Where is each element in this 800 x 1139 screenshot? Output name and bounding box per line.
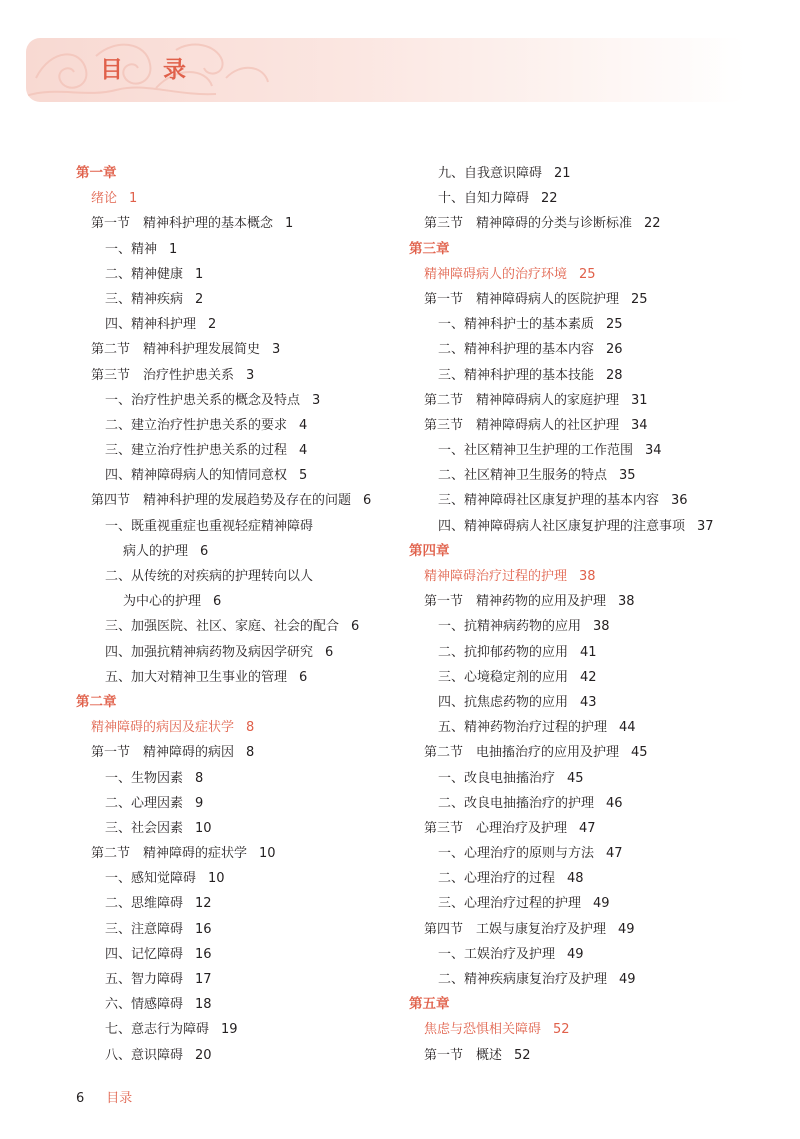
- toc-entry-item[interactable]: [76, 237, 446, 262]
- toc-entry-page: 1: [169, 241, 178, 257]
- toc-entry-page: 3: [246, 367, 255, 383]
- toc-entry-page: 10: [208, 871, 225, 887]
- toc-entry-item[interactable]: [76, 463, 446, 488]
- footer-label: 目录: [106, 1091, 133, 1106]
- toc-entry-section[interactable]: [76, 211, 446, 236]
- toc-entry-item[interactable]: [409, 665, 779, 690]
- toc-entry-page: 46: [606, 795, 623, 811]
- toc-entry-chapter-title[interactable]: [409, 564, 779, 589]
- toc-entry-text: 第一节 精神药物的应用及护理: [424, 594, 607, 610]
- toc-entry-text: 三、精神障碍社区康复护理的基本内容: [438, 493, 660, 509]
- toc-entry-page: 6: [325, 644, 334, 660]
- toc-entry-item[interactable]: [409, 841, 779, 866]
- toc-entry-page: 17: [195, 972, 212, 987]
- toc-entry-chapter[interactable]: [409, 992, 779, 1017]
- toc-entry-item[interactable]: [76, 413, 446, 438]
- toc-entry-page: 2: [208, 317, 217, 333]
- toc-entry-text: 第二节 精神障碍病人的家庭护理: [424, 392, 620, 408]
- toc-entry-item[interactable]: [76, 816, 446, 841]
- toc-entry-page: 42: [580, 669, 597, 685]
- toc-entry-text: 绪论: [91, 191, 118, 207]
- toc-entry-text: 第四节 工娱与康复治疗及护理: [424, 921, 607, 937]
- toc-entry-text: 四、精神障碍病人社区康复护理的注意事项: [438, 518, 686, 534]
- toc-entry-page: 25: [631, 291, 648, 307]
- toc-entry-page: 52: [553, 1022, 570, 1038]
- toc-entry-item[interactable]: [76, 891, 446, 916]
- toc-entry-text: 第四章: [409, 542, 450, 559]
- toc-entry-section[interactable]: [76, 363, 446, 388]
- toc-entry-page: 9: [195, 795, 204, 811]
- toc-entry-text: 三、心理治疗过程的护理: [438, 896, 582, 912]
- toc-entry-item[interactable]: [409, 715, 779, 740]
- toc-entry-item[interactable]: [76, 312, 446, 337]
- toc-entry-text: 五、精神药物治疗过程的护理: [438, 720, 608, 736]
- toc-entry-page: 3: [312, 392, 321, 408]
- toc-entry-text: 三、精神疾病: [105, 291, 184, 307]
- toc-entry-page: 48: [567, 871, 584, 887]
- toc-entry-text: 一、治疗性护患关系的概念及特点: [105, 392, 301, 408]
- toc-entry-text: 十、自知力障碍: [438, 191, 530, 207]
- toc-entry-item[interactable]: [76, 388, 446, 413]
- toc-entry-text: 二、精神疾病康复治疗及护理: [438, 972, 608, 987]
- toc-entry-page: 5: [299, 468, 308, 484]
- toc-entry-chapter[interactable]: [409, 237, 779, 262]
- toc-entry-text: 第三节 治疗性护患关系: [91, 367, 235, 383]
- toc-entry-item[interactable]: [409, 640, 779, 665]
- toc-entry-page: 45: [631, 745, 648, 761]
- toc-entry-text: 第一节 精神障碍的病因: [91, 745, 235, 761]
- toc-entry-text: 第一节 概述: [424, 1047, 503, 1063]
- toc-entry-page: 10: [195, 820, 212, 836]
- toc-entry-chapter[interactable]: [76, 690, 446, 715]
- toc-entry-page: 2: [195, 291, 204, 307]
- toc-entry-page: 52: [514, 1047, 531, 1063]
- toc-entry-text: 一、生物因素: [105, 770, 184, 786]
- toc-entry-item[interactable]: [409, 942, 779, 967]
- toc-entry-item[interactable]: [409, 891, 779, 916]
- toc-entry-item[interactable]: [76, 287, 446, 312]
- toc-entry-text: 第一章: [76, 165, 117, 181]
- toc-entry-item[interactable]: [409, 186, 779, 211]
- toc-entry-text: 为中心的护理: [123, 594, 202, 610]
- toc-entry-section[interactable]: [76, 841, 446, 866]
- toc-entry-text: 二、抗抑郁药物的应用: [438, 644, 569, 660]
- toc-entry-page: 6: [200, 543, 209, 559]
- toc-entry-item[interactable]: [76, 766, 446, 791]
- toc-entry-text: 二、社区精神卫生服务的特点: [438, 468, 608, 484]
- toc-entry-page: 49: [593, 896, 610, 912]
- toc-entry-text: 第五章: [409, 996, 450, 1013]
- toc-entry-page: 44: [619, 720, 636, 736]
- toc-entry-text: 四、抗焦虑药物的应用: [438, 694, 569, 710]
- toc-entry-page: 6: [213, 594, 222, 610]
- toc-entry-page: 6: [351, 619, 360, 635]
- toc-entry-page: 37: [697, 518, 714, 534]
- toc-entry-item[interactable]: [409, 463, 779, 488]
- toc-entry-item[interactable]: [409, 488, 779, 513]
- toc-entry-page: 20: [195, 1047, 212, 1063]
- toc-entry-page: 49: [619, 972, 636, 987]
- toc-entry-page: 4: [299, 417, 308, 433]
- toc-entry-page: 47: [606, 846, 623, 862]
- toc-entry-item[interactable]: [76, 992, 446, 1017]
- toc-entry-section[interactable]: [409, 1043, 779, 1068]
- toc-entry-section[interactable]: [409, 413, 779, 438]
- toc-entry-item[interactable]: [76, 917, 446, 942]
- toc-entry-chapter-title[interactable]: [409, 1017, 779, 1042]
- toc-entry-text: 第三节 心理治疗及护理: [424, 820, 568, 836]
- toc-entry-page: 38: [618, 594, 635, 610]
- toc-entry-text: 一、抗精神病药物的应用: [438, 619, 582, 635]
- toc-entry-page: 18: [195, 997, 212, 1013]
- toc-entry-text: 二、从传统的对疾病的护理转向以人: [105, 569, 314, 584]
- toc-entry-item[interactable]: [76, 614, 446, 639]
- toc-entry-page: 49: [618, 921, 635, 937]
- toc-entry-text: 二、心理因素: [105, 795, 184, 811]
- toc-entry-text: 一、精神科护士的基本素质: [438, 317, 595, 333]
- toc-entry-text: 二、精神健康: [105, 266, 184, 282]
- toc-entry-item[interactable]: [409, 312, 779, 337]
- toc-entry-item[interactable]: [409, 363, 779, 388]
- toc-entry-item[interactable]: [76, 262, 446, 287]
- toc-entry-page: 34: [645, 443, 662, 459]
- toc-entry-page: 8: [195, 770, 204, 786]
- toc-entry-page: 6: [299, 669, 308, 685]
- toc-entry-item[interactable]: [409, 161, 779, 186]
- toc-entry-text: 四、记忆障碍: [105, 946, 184, 962]
- toc-entry-text: 第一节 精神科护理的基本概念: [91, 216, 274, 232]
- toc-entry-text: 二、心理治疗的过程: [438, 871, 556, 887]
- toc-entry-text: 三、精神科护理的基本技能: [438, 367, 595, 383]
- toc-entry-item[interactable]: [409, 766, 779, 791]
- toc-entry-text: 第二节 电抽搐治疗的应用及护理: [424, 745, 620, 761]
- toc-entry-chapter[interactable]: [409, 539, 779, 564]
- toc-entry-text: 二、思维障碍: [105, 896, 184, 912]
- toc-column-left: [76, 161, 446, 1068]
- toc-entry-page: 26: [606, 342, 623, 358]
- toc-entry-section[interactable]: [76, 740, 446, 765]
- toc-entry-text: 二、改良电抽搐治疗的护理: [438, 795, 595, 811]
- toc-entry-item[interactable]: [409, 614, 779, 639]
- toc-entry-page: 1: [285, 216, 294, 232]
- toc-entry-text: 一、既重视重症也重视轻症精神障碍: [105, 518, 314, 534]
- toc-entry-item[interactable]: [76, 514, 446, 539]
- toc-entry-item[interactable]: [76, 967, 446, 992]
- toc-entry-page: 12: [195, 896, 212, 912]
- toc-entry-text: 一、感知觉障碍: [105, 871, 197, 887]
- toc-entry-text: 四、精神障碍病人的知情同意权: [105, 468, 288, 484]
- toc-entry-item[interactable]: [76, 1043, 446, 1068]
- toc-column-right: [409, 161, 779, 1068]
- toc-entry-page: 25: [606, 317, 623, 333]
- toc-entry-text: 焦虑与恐惧相关障碍: [424, 1022, 542, 1038]
- toc-entry-text: 第二节 精神科护理发展简史: [91, 342, 261, 358]
- toc-entry-item[interactable]: [409, 514, 779, 539]
- toc-entry-page: 43: [580, 694, 597, 710]
- toc-entry-page: 35: [619, 468, 636, 484]
- page-number: 6: [76, 1091, 85, 1106]
- toc-entry-text: 第二章: [76, 693, 117, 710]
- toc-entry-item[interactable]: [409, 337, 779, 362]
- toc-entry-text: 第三节 精神障碍的分类与诊断标准: [424, 216, 633, 232]
- toc-entry-text: 九、自我意识障碍: [438, 166, 543, 181]
- toc-entry-page: 22: [644, 216, 661, 232]
- toc-entry-item[interactable]: [409, 690, 779, 715]
- toc-entry-item-cont[interactable]: [76, 589, 446, 614]
- toc-entry-page: 8: [246, 720, 255, 736]
- toc-entry-item[interactable]: [76, 942, 446, 967]
- toc-entry-text: 三、社会因素: [105, 820, 184, 836]
- toc-entry-text: 一、精神: [105, 241, 158, 257]
- toc-entry-page: 47: [579, 820, 596, 836]
- toc-entry-item[interactable]: [76, 665, 446, 690]
- toc-entry-item[interactable]: [76, 791, 446, 816]
- toc-entry-section[interactable]: [409, 388, 779, 413]
- toc-entry-page: 25: [579, 266, 596, 282]
- toc-entry-page: 19: [221, 1022, 238, 1038]
- toc-entry-item[interactable]: [76, 866, 446, 891]
- toc-entry-text: 第一节 精神障碍病人的医院护理: [424, 291, 620, 307]
- toc-entry-text: 第二节 精神障碍的症状学: [91, 846, 248, 862]
- toc-entry-section[interactable]: [409, 287, 779, 312]
- toc-entry-item[interactable]: [76, 640, 446, 665]
- toc-entry-chapter-title[interactable]: [76, 186, 446, 211]
- toc-entry-page: 10: [259, 846, 276, 862]
- toc-entry-section[interactable]: [409, 211, 779, 236]
- toc-entry-text: 六、情感障碍: [105, 997, 184, 1013]
- toc-entry-text: 四、精神科护理: [105, 317, 197, 333]
- page-title: 目 录: [100, 57, 203, 83]
- toc-entry-page: 1: [129, 191, 138, 207]
- toc-entry-page: 3: [272, 342, 281, 358]
- toc-entry-chapter-title[interactable]: [409, 262, 779, 287]
- toc-entry-page: 31: [631, 392, 648, 408]
- toc-entry-chapter[interactable]: [76, 161, 446, 186]
- toc-entry-section[interactable]: [409, 917, 779, 942]
- toc-entry-page: 41: [580, 644, 597, 660]
- page-footer: [76, 1089, 132, 1109]
- toc-entry-text: 一、心理治疗的原则与方法: [438, 846, 595, 862]
- toc-entry-page: 49: [567, 946, 584, 962]
- toc-entry-item[interactable]: [76, 438, 446, 463]
- toc-entry-page: 21: [554, 166, 571, 181]
- toc-entry-text: 七、意志行为障碍: [105, 1022, 210, 1038]
- toc-entry-text: 第三章: [409, 240, 450, 257]
- toc-entry-page: 45: [567, 770, 584, 786]
- toc-entry-text: 第三节 精神障碍病人的社区护理: [424, 417, 620, 433]
- toc-entry-text: 五、智力障碍: [105, 972, 184, 987]
- toc-entry-page: 28: [606, 367, 623, 383]
- toc-entry-text: 精神障碍治疗过程的护理: [424, 569, 568, 584]
- toc-entry-text: 第四节 精神科护理的发展趋势及存在的问题: [91, 493, 352, 509]
- toc-entry-text: 二、精神科护理的基本内容: [438, 342, 595, 358]
- toc-entry-section[interactable]: [409, 589, 779, 614]
- toc-entry-text: 五、加大对精神卫生事业的管理: [105, 669, 288, 685]
- toc-entry-text: 三、注意障碍: [105, 921, 184, 937]
- toc-entry-text: 精神障碍病人的治疗环境: [424, 266, 568, 282]
- toc-entry-page: 8: [246, 745, 255, 761]
- toc-entry-chapter-title[interactable]: [76, 715, 446, 740]
- toc-entry-text: 病人的护理: [123, 543, 189, 559]
- toc-entry-text: 八、意识障碍: [105, 1047, 184, 1063]
- toc-entry-page: 34: [631, 417, 648, 433]
- toc-entry-item[interactable]: [76, 1017, 446, 1042]
- toc-entry-page: 4: [299, 443, 308, 459]
- toc-entry-page: 16: [195, 921, 212, 937]
- toc-entry-item-cont[interactable]: [76, 539, 446, 564]
- toc-entry-page: 36: [671, 493, 688, 509]
- toc-entry-item[interactable]: [409, 866, 779, 891]
- toc-entry-item[interactable]: [76, 564, 446, 589]
- toc-entry-page: 38: [593, 619, 610, 635]
- toc-entry-text: 一、社区精神卫生护理的工作范围: [438, 443, 634, 459]
- toc-entry-text: 三、心境稳定剂的应用: [438, 669, 569, 685]
- toc-entry-text: 精神障碍的病因及症状学: [91, 720, 235, 736]
- toc-entry-page: 16: [195, 946, 212, 962]
- toc-entry-item[interactable]: [409, 438, 779, 463]
- toc-entry-text: 三、建立治疗性护患关系的过程: [105, 443, 288, 459]
- toc-entry-text: 二、建立治疗性护患关系的要求: [105, 417, 288, 433]
- toc-entry-section[interactable]: [409, 740, 779, 765]
- toc-entry-text: 三、加强医院、社区、家庭、社会的配合: [105, 619, 340, 635]
- toc-entry-page: 1: [195, 266, 204, 282]
- title-banner: [26, 38, 746, 102]
- toc-entry-page: 38: [579, 569, 596, 584]
- toc-entry-page: 22: [541, 191, 558, 207]
- toc-entry-text: 一、工娱治疗及护理: [438, 946, 556, 962]
- toc-entry-section[interactable]: [76, 488, 446, 513]
- toc-entry-text: 四、加强抗精神病药物及病因学研究: [105, 644, 314, 660]
- toc-entry-text: 一、改良电抽搐治疗: [438, 770, 556, 786]
- toc-entry-section[interactable]: [409, 816, 779, 841]
- toc-entry-section[interactable]: [76, 337, 446, 362]
- toc-entry-item[interactable]: [409, 967, 779, 992]
- toc-entry-page: 6: [363, 493, 372, 509]
- toc-entry-item[interactable]: [409, 791, 779, 816]
